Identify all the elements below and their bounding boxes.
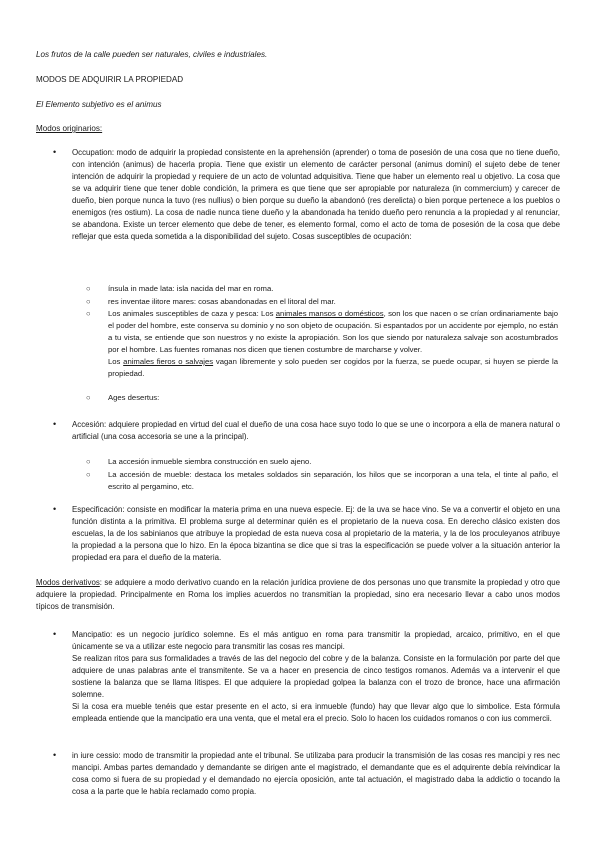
bullet-dot: • xyxy=(53,504,57,514)
occupation-sub-insula: ínsula in made lata: isla nacida del mar en roma. xyxy=(108,284,274,293)
circle-bullet: ○ xyxy=(86,470,91,479)
derivativos-label: Modos derivativos xyxy=(36,578,100,587)
bullet-dot: • xyxy=(53,419,57,429)
animals-text-b: , son los que nacen o se crían ordinariamente bajo el poder del hombre, este conserva su dominio y no son objeto de ocupación. Si espantados por un accidente por ejemplo, no están a tu vista, se entiende que son nuestros y no existe la apropiación. Son los que siendo por naturaleza salvaje son acostumbrados por el hombre. Las fuentes romanas nos dicen que tienen costumbre de marcharse y volver. xyxy=(108,309,559,354)
occupation-sub-ages: Ages desertus: xyxy=(108,393,160,402)
mancipatio-text-3: Si la cosa era mueble tenéis que estar presente en el acto, si era inmueble (fundo) hay que llevar algo que lo simbolice. Esta fórmula empleada entiende que la mancipatio era una venta, que el metal era el precio. Solo lo hacen los cuidados romanos o con ius commercii. xyxy=(72,702,560,723)
accession-sub-mueble: La accesión de mueble: destaca los metales soldados sin separación, los hilos que se incorporan a una tela, el tinte al paño, el escrito al pergamino, etc. xyxy=(108,470,558,491)
derivativos-text: : se adquiere a modo derivativo cuando en la relación jurídica proviene de dos personas uno que transmite la propiedad y otro que adquiere la propiedad. Principalmente en Roma los implies acuerdos no transmitían la propiedad, sino era necesario llevar a cabo unos modos típicos de transmisión. xyxy=(36,578,560,611)
animals-mansos-term: animales mansos o domésticos xyxy=(275,309,384,318)
circle-bullet: ○ xyxy=(86,284,91,293)
animals-fieros-term: animales fieros o salvajes xyxy=(123,357,214,366)
mancipatio-text-2: Se realizan ritos para sus formalidades a través de las del negocio del cobre y de la balanza. Consiste en la formulación por parte del que adquiere de unas palabras ante el transmitente. Se va a hacer en presencia de cinco testigos romanos. Además va a intervenir el que sostiene la balanza que se llama litispes. El que adquiere la propiedad golpea la balanza con el trozo de bronce, hace una afirmación solemne. xyxy=(72,654,560,699)
animals-text-a: Los animales susceptibles de caza y pesca: Los xyxy=(108,309,276,318)
iure-cessio-paragraph: in iure cessio: modo de transmitir la propiedad ante el tribunal. Se utilizaba para producir la transmisión de las cosas res mancipi y res nec mancipi. Ambas partes demandado y demandante se dirigen ante el magistrado, el demandante que es el adquirente debía reivindicar la cosa como si fuera de su propiedad y el demandado no ejercía oposición, ante tal actuación, el magistrado daba la addictio o tocando la cosa a la parte que le había reclamado como propia. xyxy=(72,751,560,796)
bullet-dot: • xyxy=(53,147,57,157)
subjective-element-line: El Elemento subjetivo es el animus xyxy=(36,100,162,109)
bullet-dot: • xyxy=(53,750,57,760)
accession-sub-inmueble: La accesión inmueble siembra construcción en suelo ajeno. xyxy=(108,457,312,466)
derivativos-paragraph xyxy=(36,577,560,613)
mancipatio-paragraph xyxy=(72,629,560,725)
fruits-line: Los frutos de la calle pueden ser naturales, civiles e industriales. xyxy=(36,50,268,59)
occupation-paragraph: Occupation: modo de adquirir la propiedad consistente en la aprehensión (aprender) o toma de posesión de una cosa que no tiene dueño, con intención (animus) de hacerla propia. Tiene que existir un elemento de carácter personal (animus domini) el sujeto debe de tener intención de adquirir la propiedad y requiere de un acto de voluntad adquisitiva. Tiene que haber un elemento real u objetivo. La cosa que se va adquirir tiene que tener doble condición, la primera es que tiene que ser apropiable por naturaleza (in commercium) y carecer de dueño, bien porque nunca la tuvo (res nullius) o bien porque su dueño la abandonó (res derelicta) o bien porque pertenece a los pueblos o enemigos (res ostium). La cosa de nadie nunca tiene dueño y la abandonada ha tenido dueño pero renuncia a la propiedad y al renunciar, se abandona. Existe un tercer elemento que debe de tener, es elemento formal, como el acto de toma de posesión de la cosa que debe reflejar que esta queda sometida a la disponibilidad del sujeto. Cosas susceptibles de ocupación: xyxy=(72,148,560,241)
circle-bullet: ○ xyxy=(86,393,91,402)
originarios-heading: Modos originarios: xyxy=(36,124,103,133)
occupation-sub-res-inventae: res inventae ilitore mares: cosas abandonadas en el litoral del mar. xyxy=(108,297,336,306)
bullet-dot: • xyxy=(53,629,57,639)
accession-paragraph: Accesión: adquiere propiedad en virtud del cual el dueño de una cosa hace suyo todo lo que se une o incorpora a ella de manera natural o artificial (una cosa accesoria se une a la principal). xyxy=(72,420,560,441)
circle-bullet: ○ xyxy=(86,457,91,466)
occupation-sub-animals xyxy=(108,308,558,380)
mancipatio-text-1: Mancipatio: es un negocio jurídico solemne. Es el más antiguo en roma para transmitir la propiedad, arcaico, primitivo, en el que únicamente se va a utilizar este negocio para transmitir las cosas res mancipi. xyxy=(72,630,560,651)
circle-bullet: ○ xyxy=(86,297,91,306)
circle-bullet: ○ xyxy=(86,309,91,318)
section-heading: MODOS DE ADQUIRIR LA PROPIEDAD xyxy=(36,75,184,84)
animals-text-c: Los xyxy=(108,357,124,366)
specification-paragraph: Especificación: consiste en modificar la materia prima en una nueva especie. Ej: de la uva se hace vino. Se va a convertir el objeto en una función distinta a la primitiva. El problema surge al determinar quién es el propietario de la nueva cosa. En derecho clásico existen dos escuelas, la de los sabinianos que atribuye la propiedad de esta nueva cosa al propietario de la materia, y la de los proculeyanos atribuye la propiedad a la persona que lo hizo. En la época bizantina se dice que si tras la especificación se puede volver a la situación anterior la propiedad era para el dueño de la materia. xyxy=(72,505,560,562)
animals-text-d: vagan libremente y solo pueden ser cogidos por la fuerza, se puede ocupar, si huyen se pierde la propiedad. xyxy=(108,357,558,378)
